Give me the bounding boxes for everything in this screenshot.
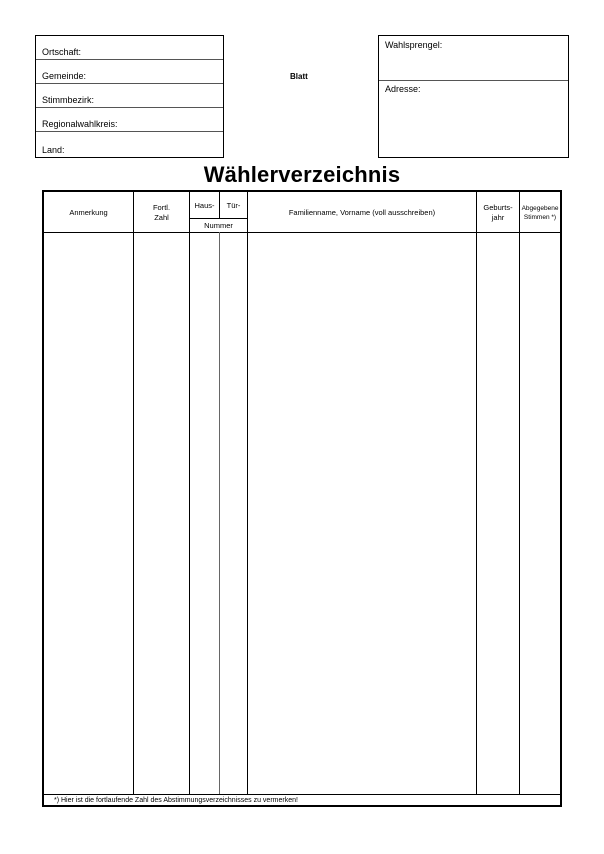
column-divider (519, 192, 520, 794)
regionalwahlkreis-field[interactable] (36, 108, 223, 132)
column-divider (247, 192, 248, 794)
ortschaft-field[interactable] (36, 36, 223, 60)
header-tuer: Tür- (226, 201, 241, 210)
land-label: Land: (42, 145, 65, 155)
adresse-field[interactable] (379, 81, 568, 157)
header-nummer: Nummer (204, 221, 233, 230)
header-stimmen-line2: Stimmen *) (523, 214, 557, 221)
haus-tuer-column-divider (219, 232, 220, 794)
column-divider (133, 192, 134, 794)
header-geburts-line2: jahr (491, 213, 505, 222)
header-fortl-line1: Fortl. (152, 203, 171, 212)
sheet-label: Blatt (290, 72, 308, 81)
header-name: Familienname, Vorname (voll ausschreiben) (288, 208, 436, 217)
header-fortl-zahl (134, 203, 189, 223)
wahlsprengel-label: Wahlsprengel: (385, 40, 443, 50)
location-box (35, 35, 224, 158)
district-box (378, 35, 569, 158)
nummer-divider (190, 218, 247, 219)
header-geburts-line1: Geburts- (483, 203, 513, 212)
header-divider (44, 232, 560, 233)
land-field[interactable] (36, 132, 223, 157)
header-stimmen-line1: Abgegebene (521, 205, 559, 212)
header-anmerkung: Anmerkung (69, 208, 108, 217)
header-stimmen (520, 204, 560, 222)
footnote: *) Hier ist die fortlaufende Zahl des Abstimmungsverzeichnisses zu vermerken! (54, 797, 298, 804)
stimmbezirk-field[interactable] (36, 84, 223, 108)
gemeinde-field[interactable] (36, 60, 223, 84)
header-fortl-line2: Zahl (154, 213, 169, 222)
gemeinde-label: Gemeinde: (42, 71, 87, 81)
header-haus: Haus- (194, 201, 215, 210)
ortschaft-label: Ortschaft: (42, 47, 82, 57)
column-divider (189, 192, 190, 794)
column-divider (476, 192, 477, 794)
wahlsprengel-field[interactable] (379, 36, 568, 81)
header-geburtsjahr (477, 203, 519, 223)
adresse-label: Adresse: (385, 84, 421, 94)
stimmbezirk-label: Stimmbezirk: (42, 95, 95, 105)
footer-divider (44, 794, 560, 795)
regionalwahlkreis-label: Regionalwahlkreis: (42, 119, 118, 129)
voter-table (42, 190, 562, 807)
page-title: Wählerverzeichnis (203, 162, 401, 187)
